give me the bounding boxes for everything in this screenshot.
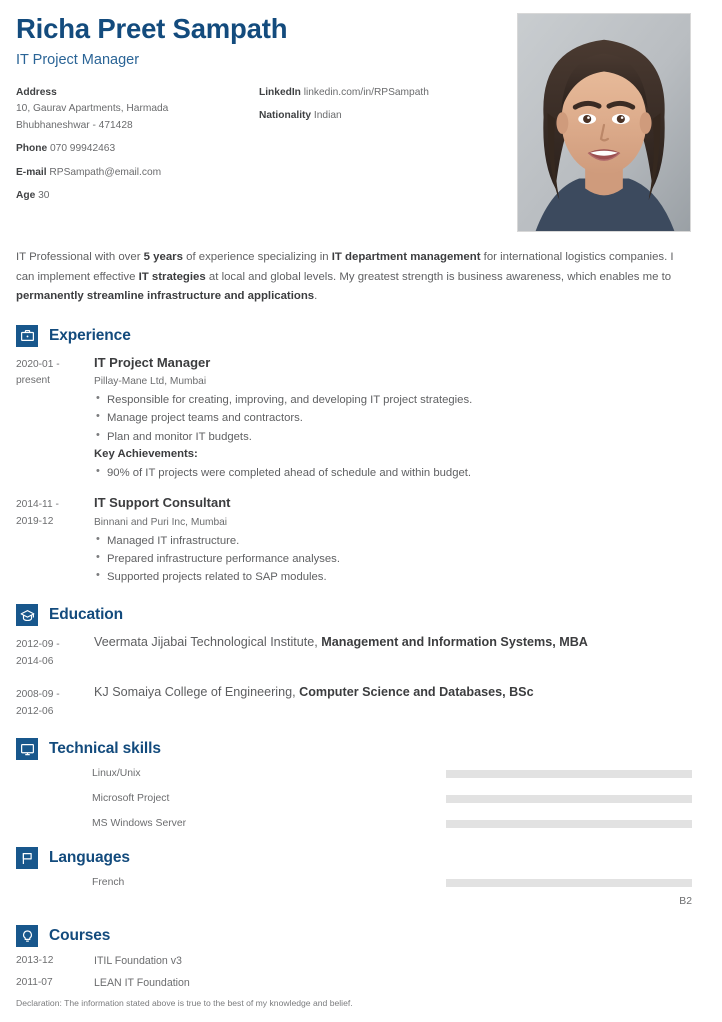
education-detail [94, 634, 608, 670]
education-date: 2012-09 - 2014-06 [16, 639, 60, 667]
profile-photo-icon [518, 14, 690, 231]
nationality-label: Nationality [259, 110, 312, 122]
list-item: • Responsible for creating, improving, and developing IT project strategies. [94, 391, 690, 409]
course-name: ITIL Foundation v3 [94, 955, 182, 968]
key-achievements-label: Key Achievements: [94, 447, 198, 460]
skill-row [16, 768, 706, 779]
course-date: 2013-12 [16, 955, 54, 967]
address-label: Address [16, 86, 57, 98]
address-line-2: Bhubhaneshwar - 471428 [16, 119, 133, 131]
skill-progress-track [446, 770, 692, 778]
education-date: 2008-09 - 2012-06 [16, 689, 60, 717]
email-label: E-mail [16, 166, 47, 178]
briefcase-icon [16, 325, 38, 347]
section-header-languages [16, 847, 706, 869]
nationality-value: Indian [313, 110, 342, 122]
language-label: French [92, 877, 125, 889]
list-item: • 90% of IT projects were completed ahead of schedule and within budget. [94, 464, 690, 482]
phone-row [16, 142, 259, 156]
experience-entry [16, 495, 706, 586]
language-progress-track [446, 879, 692, 887]
course-row [16, 955, 706, 967]
section-title-education: Education [49, 606, 124, 624]
education-school: KJ Somaiya College of Engineering, [94, 685, 300, 700]
summary-bold-3: IT strategies [138, 270, 206, 283]
skill-label: MS Windows Server [92, 818, 187, 830]
education-detail [94, 684, 554, 720]
age-label: Age [16, 190, 36, 202]
experience-entry [16, 355, 706, 482]
summary-part-1: IT Professional with over [16, 251, 144, 263]
skill-label: Linux/Unix [92, 768, 141, 780]
linkedin-value[interactable]: linkedin.com/in/RPSampath [303, 86, 429, 98]
age-value: 30 [38, 190, 50, 202]
list-item: • Prepared infrastructure performance analyses. [94, 550, 690, 568]
list-item: • Manage project teams and contractors. [94, 409, 690, 427]
education-degree: Management and Information Systems, MBA [321, 635, 588, 650]
education-entry [16, 684, 706, 720]
experience-role: IT Support Consultant [94, 495, 231, 511]
address-label-row [16, 86, 259, 100]
section-title-experience: Experience [49, 326, 131, 344]
course-name: LEAN IT Foundation [94, 977, 190, 990]
list-item: • Supported projects related to SAP modules. [94, 568, 690, 586]
summary-bold-1: 5 years [143, 251, 183, 263]
section-header-experience [16, 325, 706, 347]
language-row [16, 877, 706, 888]
skill-progress-track [446, 795, 692, 803]
resume-header [16, 0, 706, 232]
page-title: Richa Preet Sampath [16, 13, 288, 44]
lightbulb-icon [16, 925, 38, 947]
summary-part-5: . [314, 290, 318, 303]
experience-date: 2014-11 - 2019-12 [16, 499, 59, 527]
nationality-row [259, 109, 534, 123]
education-entry [16, 634, 706, 670]
skill-row [16, 793, 706, 804]
address-line-1: 10, Gaurav Apartments, Harmada [16, 103, 169, 115]
experience-date: 2020-01 - present [16, 358, 60, 387]
summary-part-2: of experience specializing in [182, 251, 332, 263]
section-header-technical-skills [16, 738, 706, 760]
flag-icon [16, 847, 38, 869]
summary-bold-2: IT department management [331, 251, 481, 263]
course-row [16, 977, 706, 989]
language-level: B2 [679, 896, 692, 908]
summary-part-3: for international logistics companies. I can implement effective [16, 251, 674, 283]
summary-bold-4: permanently streamline infrastructure and applications [16, 290, 315, 303]
email-row[interactable] [16, 166, 259, 180]
education-degree: Computer Science and Databases, BSc [299, 685, 534, 700]
skill-label: Microsoft Project [92, 793, 170, 805]
declaration-note: Declaration: The information stated above is true to the best of my knowledge and belief. [16, 998, 353, 1008]
contact-column-left [16, 86, 259, 213]
course-date: 2011-07 [16, 977, 53, 989]
education-school: Veermata Jijabai Technological Institute, [94, 635, 322, 650]
phone-value: 070 99942463 [49, 143, 116, 155]
summary-part-4: at local and global levels. My greatest strength is business awareness, which enables me to [205, 270, 672, 283]
job-title: IT Project Manager [16, 51, 140, 68]
experience-org: Pillay-Mane Ltd, Mumbai [94, 376, 207, 388]
experience-bullets [94, 391, 690, 446]
list-item: • Managed IT infrastructure. [94, 532, 690, 550]
list-item: • Plan and monitor IT budgets. [94, 428, 690, 446]
linkedin-row[interactable] [259, 86, 534, 100]
skill-progress-track [446, 820, 692, 828]
email-value[interactable]: RPSampath@email.com [49, 166, 162, 178]
section-title-languages: Languages [49, 849, 130, 867]
experience-org: Binnani and Puri Inc, Mumbai [94, 516, 228, 528]
age-row [16, 189, 259, 203]
linkedin-label: LinkedIn [259, 86, 301, 98]
experience-achievements [94, 464, 690, 482]
skill-row [16, 818, 706, 829]
avatar [517, 13, 691, 232]
graduation-cap-icon [16, 604, 38, 626]
section-header-education [16, 604, 706, 626]
section-title-technical-skills: Technical skills [49, 740, 161, 758]
section-title-courses: Courses [49, 927, 111, 945]
experience-role: IT Project Manager [94, 354, 211, 370]
contact-column-right [259, 86, 534, 213]
phone-label: Phone [16, 143, 48, 155]
experience-bullets [94, 532, 690, 587]
professional-summary [16, 248, 706, 307]
section-header-courses [16, 925, 706, 947]
monitor-icon [16, 738, 38, 760]
